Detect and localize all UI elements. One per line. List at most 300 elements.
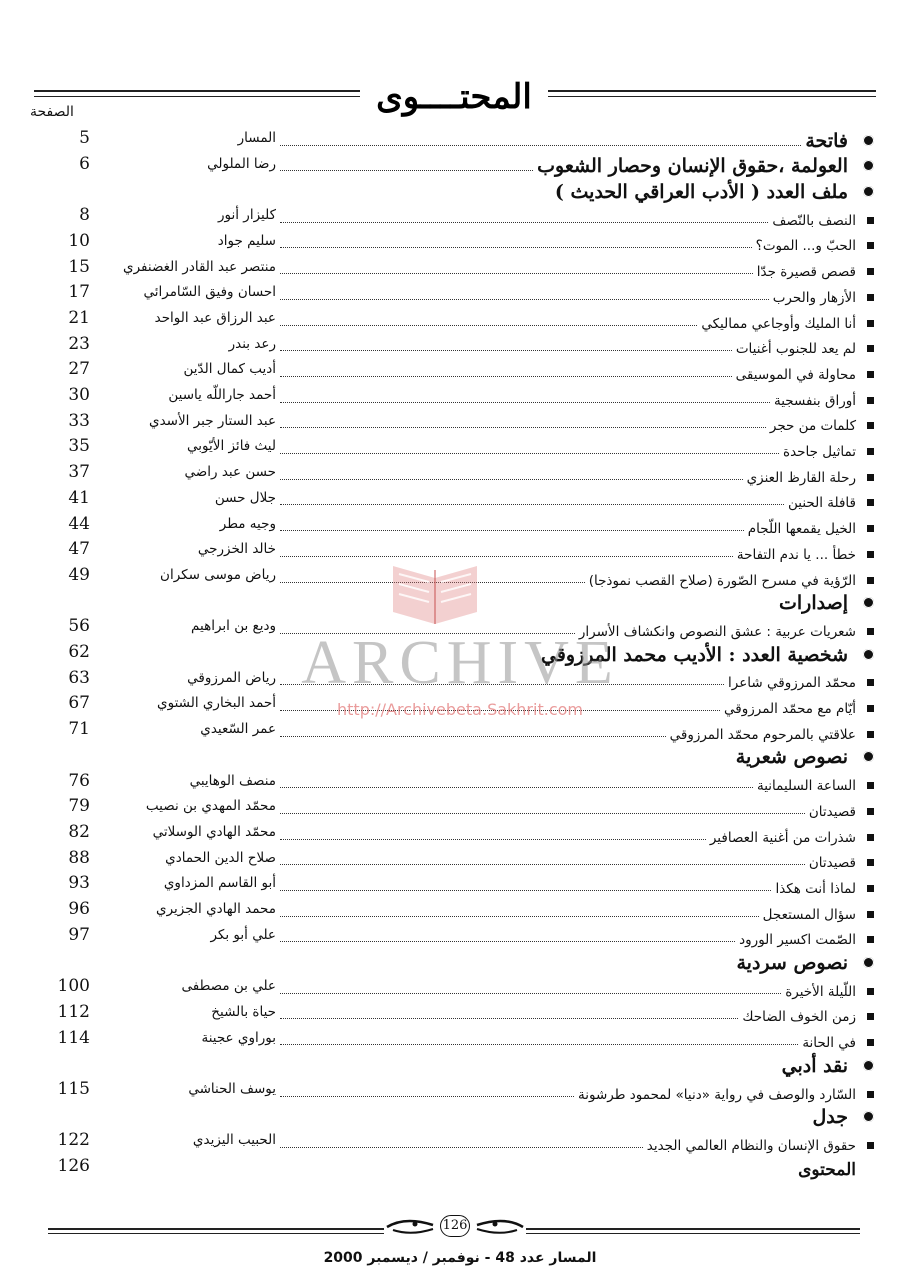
toc-entry bbox=[276, 460, 874, 486]
item-bullet-icon bbox=[860, 294, 874, 306]
section-title: ملف العدد ( الأدب العراقي الحديث ) bbox=[554, 181, 848, 204]
square-bullet-icon bbox=[867, 448, 874, 455]
toc-entry bbox=[276, 563, 874, 589]
square-bullet-icon bbox=[867, 217, 874, 224]
square-bullet-icon bbox=[867, 345, 874, 352]
dotted-leader bbox=[280, 916, 759, 917]
item-bullet-icon bbox=[860, 859, 874, 871]
section-bullet-icon bbox=[854, 1111, 874, 1128]
item-bullet-icon bbox=[860, 1091, 874, 1103]
author-name: عبد الرزاق عبد الواحد bbox=[154, 309, 276, 326]
dotted-leader bbox=[280, 402, 770, 403]
toc-entry bbox=[276, 383, 874, 409]
item-bullet-icon bbox=[860, 834, 874, 846]
section-title: العولمة ،حقوق الإنسان وحصار الشعوب bbox=[537, 155, 848, 178]
filled-circle-icon bbox=[863, 751, 874, 762]
dotted-leader bbox=[280, 710, 720, 711]
section-bullet-icon bbox=[854, 135, 874, 152]
watermark-url: http://Archivebeta.Sakhrit.com bbox=[337, 700, 583, 719]
toc-entry bbox=[276, 126, 874, 152]
article-title: النصف بالنّصف bbox=[772, 212, 856, 229]
author-name: صلاح الدين الحمادي bbox=[165, 849, 276, 866]
author-name: عمر السّعيدي bbox=[200, 721, 276, 738]
item-bullet-icon bbox=[860, 1013, 874, 1025]
square-bullet-icon bbox=[867, 474, 874, 481]
square-bullet-icon bbox=[867, 1091, 874, 1098]
dotted-leader bbox=[280, 993, 781, 994]
filled-circle-icon bbox=[863, 160, 874, 171]
square-bullet-icon bbox=[867, 808, 874, 815]
footer-rule-right bbox=[526, 1228, 860, 1230]
page-number: 35 bbox=[68, 436, 90, 457]
toc-row bbox=[0, 537, 908, 563]
article-title: خطأ ... يا ندم التفاحة bbox=[736, 546, 856, 563]
author-name: ليث فائز الأيّوبي bbox=[187, 438, 276, 455]
article-title: الخيل يقمعها اللّجام bbox=[747, 521, 856, 538]
toc-entry bbox=[276, 769, 874, 795]
toc-row bbox=[0, 357, 908, 383]
page-number: 88 bbox=[68, 847, 90, 868]
filled-circle-icon bbox=[863, 649, 874, 660]
article-title: الأزهار والحرب bbox=[772, 289, 856, 306]
author-name: وديع بن ابراهيم bbox=[191, 618, 276, 635]
page-number: 115 bbox=[57, 1078, 90, 1099]
dotted-leader bbox=[280, 736, 666, 737]
square-bullet-icon bbox=[867, 422, 874, 429]
article-title: قصص قصيرة جدّا bbox=[756, 264, 856, 281]
author-name: حياة بالشيخ bbox=[211, 1003, 276, 1020]
section-bullet-icon bbox=[854, 957, 874, 974]
page-number: 79 bbox=[68, 796, 90, 817]
dotted-leader bbox=[280, 813, 805, 814]
toc-entry bbox=[276, 512, 874, 538]
section-title: نصوص سردية bbox=[736, 952, 848, 975]
article-title: أيّام مع محمّد المرزوقي bbox=[724, 701, 856, 718]
item-bullet-icon bbox=[860, 551, 874, 563]
square-bullet-icon bbox=[867, 834, 874, 841]
dotted-leader bbox=[280, 1147, 643, 1148]
dotted-leader bbox=[280, 941, 735, 942]
toc-row bbox=[0, 1154, 908, 1180]
item-bullet-icon bbox=[860, 268, 874, 280]
toc-entry bbox=[276, 589, 874, 615]
article-title: علاقتي بالمرحوم محمّد المرزوقي bbox=[669, 726, 856, 743]
dotted-leader bbox=[280, 325, 697, 326]
toc-entry bbox=[276, 357, 874, 383]
item-bullet-icon bbox=[860, 499, 874, 511]
page-number: 8 bbox=[79, 205, 90, 226]
toc-entry bbox=[276, 1154, 874, 1180]
toc-row bbox=[0, 306, 908, 332]
dotted-leader bbox=[280, 273, 753, 274]
toc-entry bbox=[276, 1051, 874, 1077]
item-bullet-icon bbox=[860, 936, 874, 948]
author-name: سليم جواد bbox=[217, 232, 276, 249]
toc-entry bbox=[276, 255, 874, 281]
page-number: 10 bbox=[68, 230, 90, 251]
toc-row bbox=[0, 666, 908, 692]
toc-entry bbox=[276, 897, 874, 923]
page-number: 82 bbox=[68, 821, 90, 842]
author-name: عبد الستار جبر الأسدي bbox=[149, 412, 276, 429]
dotted-leader bbox=[280, 427, 766, 428]
author-name: رضا الملولي bbox=[207, 155, 276, 172]
toc-entry bbox=[276, 871, 874, 897]
toc-entry bbox=[276, 486, 874, 512]
author-name: رياض المرزوقي bbox=[187, 669, 276, 686]
square-bullet-icon bbox=[867, 1013, 874, 1020]
author-name: محمّد الهادي الوسلاتي bbox=[152, 823, 276, 840]
toc-entry bbox=[276, 948, 874, 974]
toc-section-row bbox=[0, 126, 908, 152]
article-title: في الحانة bbox=[802, 1035, 856, 1052]
square-bullet-icon bbox=[867, 551, 874, 558]
toc-entry bbox=[276, 203, 874, 229]
toc-entry bbox=[276, 280, 874, 306]
toc-entry bbox=[276, 820, 874, 846]
header-rule-left bbox=[34, 90, 360, 92]
item-bullet-icon bbox=[860, 782, 874, 794]
toc-row bbox=[0, 280, 908, 306]
toc-row bbox=[0, 203, 908, 229]
dotted-leader bbox=[280, 453, 779, 454]
toc-section-row bbox=[0, 948, 908, 974]
dotted-leader bbox=[280, 376, 732, 377]
contents-header bbox=[0, 70, 908, 124]
author-name: جلال حسن bbox=[214, 489, 276, 506]
item-bullet-icon bbox=[860, 242, 874, 254]
square-bullet-icon bbox=[867, 628, 874, 635]
section-bullet-icon bbox=[854, 751, 874, 768]
page-number: 49 bbox=[68, 564, 90, 585]
square-bullet-icon bbox=[867, 911, 874, 918]
dotted-leader bbox=[280, 1044, 798, 1045]
section-title: جدل bbox=[812, 1106, 848, 1129]
author-name: رعد بندر bbox=[228, 335, 276, 352]
filled-circle-icon bbox=[863, 1060, 874, 1071]
section-title: إصدارات bbox=[778, 592, 848, 615]
toc-row bbox=[0, 332, 908, 358]
page-number: 33 bbox=[68, 410, 90, 431]
toc-row bbox=[0, 717, 908, 743]
page-number: 93 bbox=[68, 873, 90, 894]
square-bullet-icon bbox=[867, 782, 874, 789]
toc-row bbox=[0, 383, 908, 409]
item-bullet-icon bbox=[860, 705, 874, 717]
article-title: أنا المليك وأوجاعي مماليكي bbox=[701, 315, 856, 332]
page-number: 15 bbox=[68, 256, 90, 277]
page-number: 112 bbox=[57, 1001, 90, 1022]
footer-rule-left bbox=[48, 1228, 384, 1230]
toc-row bbox=[0, 1077, 908, 1103]
dotted-leader bbox=[280, 1018, 738, 1019]
item-bullet-icon bbox=[860, 628, 874, 640]
page-number: 37 bbox=[68, 462, 90, 483]
toc-row bbox=[0, 460, 908, 486]
toc-row bbox=[0, 229, 908, 255]
square-bullet-icon bbox=[867, 988, 874, 995]
article-title: محاولة في الموسيقى bbox=[735, 366, 856, 383]
article-title: حقوق الإنسان والنظام العالمي الجديد bbox=[646, 1137, 856, 1154]
author-name: كليزار أنور bbox=[218, 207, 276, 224]
page-number: 96 bbox=[68, 899, 90, 919]
dotted-leader bbox=[280, 787, 753, 788]
section-bullet-icon bbox=[854, 160, 874, 177]
toc-row bbox=[0, 974, 908, 1000]
article-title: محمّد المرزوقي شاعرا bbox=[728, 675, 856, 692]
toc-entry bbox=[276, 691, 874, 717]
square-bullet-icon bbox=[867, 885, 874, 892]
page-number: 6 bbox=[79, 153, 90, 174]
toc-entry bbox=[276, 1077, 874, 1103]
article-title: المحتوى bbox=[798, 1159, 856, 1180]
article-title: كلمات من حجر bbox=[769, 418, 856, 435]
section-title: شخصية العدد : الأديب محمد المرزوقي bbox=[540, 643, 848, 666]
toc-row bbox=[0, 846, 908, 872]
dotted-leader bbox=[280, 890, 771, 891]
item-bullet-icon bbox=[860, 731, 874, 743]
article-title: قافلة الحنين bbox=[787, 495, 856, 512]
article-title: شعريات عربية : عشق النصوص وانكشاف الأسرار bbox=[578, 623, 856, 640]
page-number: 30 bbox=[68, 385, 90, 405]
page-number: 5 bbox=[79, 128, 90, 148]
author-name: الحبيب اليزيدي bbox=[192, 1132, 276, 1149]
dotted-leader bbox=[280, 633, 575, 634]
toc-row bbox=[0, 897, 908, 923]
item-bullet-icon bbox=[860, 422, 874, 434]
toc-entry bbox=[276, 743, 874, 769]
toc-row bbox=[0, 614, 908, 640]
toc-row bbox=[0, 1000, 908, 1026]
article-title: أوراق بنفسجية bbox=[773, 392, 856, 409]
dotted-leader bbox=[280, 530, 744, 531]
toc-row bbox=[0, 794, 908, 820]
section-title: نصوص شعرية bbox=[735, 746, 848, 769]
page-number: 27 bbox=[68, 359, 90, 380]
toc-entry bbox=[276, 1026, 874, 1052]
page-number: 21 bbox=[68, 307, 90, 328]
toc-section-row bbox=[0, 640, 908, 666]
toc-entry bbox=[276, 974, 874, 1000]
toc-entry bbox=[276, 409, 874, 435]
toc-entry bbox=[276, 666, 874, 692]
toc-row bbox=[0, 486, 908, 512]
page-number: 100 bbox=[57, 976, 90, 997]
page-number: 62 bbox=[68, 642, 90, 662]
square-bullet-icon bbox=[867, 731, 874, 738]
square-bullet-icon bbox=[867, 577, 874, 584]
page-number: 71 bbox=[68, 719, 90, 740]
toc-row bbox=[0, 512, 908, 538]
square-bullet-icon bbox=[867, 679, 874, 686]
item-bullet-icon bbox=[860, 525, 874, 537]
item-bullet-icon bbox=[860, 1142, 874, 1154]
dotted-leader bbox=[280, 170, 533, 171]
page-number: 67 bbox=[68, 693, 90, 714]
toc-entry bbox=[276, 306, 874, 332]
toc-section-row bbox=[0, 743, 908, 769]
page-number: 126 bbox=[57, 1156, 90, 1176]
toc-entry bbox=[276, 1000, 874, 1026]
dotted-leader bbox=[280, 864, 805, 865]
article-title: السّارد والوصف في رواية «دنيا» لمحمود طرشونة bbox=[578, 1086, 856, 1103]
item-bullet-icon bbox=[860, 371, 874, 383]
page-number: 76 bbox=[68, 770, 90, 791]
toc-entry bbox=[276, 846, 874, 872]
toc-entry bbox=[276, 1128, 874, 1154]
page-number: 47 bbox=[68, 539, 90, 560]
article-title: الرّؤية في مسرح الصّورة (صلاح القصب نموذجا) bbox=[588, 572, 856, 589]
square-bullet-icon bbox=[867, 1039, 874, 1046]
section-title: فاتحة bbox=[805, 129, 848, 152]
author-name: بوراوي عجينة bbox=[201, 1029, 276, 1046]
toc-entry bbox=[276, 332, 874, 358]
article-title: الصّمت اكسير الورود bbox=[739, 932, 856, 949]
article-title: رحلة القارظ العنزي bbox=[746, 469, 856, 486]
article-title: الساعة السليمانية bbox=[756, 778, 856, 795]
page-number: 56 bbox=[68, 616, 90, 637]
section-bullet-icon bbox=[854, 1060, 874, 1077]
footer-issue-info: المسار عدد 48 - نوفمبر / ديسمبر 2000 bbox=[323, 1250, 597, 1266]
author-name: وجيه مطر bbox=[219, 515, 276, 532]
toc-entry bbox=[276, 794, 874, 820]
toc-row bbox=[0, 1128, 908, 1154]
dotted-leader bbox=[280, 839, 706, 840]
author-name: علي أبو بكر bbox=[210, 926, 276, 943]
dotted-leader bbox=[280, 684, 724, 685]
item-bullet-icon bbox=[860, 885, 874, 897]
toc-row bbox=[0, 409, 908, 435]
item-bullet-icon bbox=[860, 988, 874, 1000]
item-bullet-icon bbox=[860, 474, 874, 486]
toc-row bbox=[0, 434, 908, 460]
toc-row bbox=[0, 1026, 908, 1052]
square-bullet-icon bbox=[867, 936, 874, 943]
section-bullet-icon bbox=[854, 597, 874, 614]
dotted-leader bbox=[280, 504, 784, 505]
toc-entry bbox=[276, 229, 874, 255]
toc-row bbox=[0, 691, 908, 717]
toc-row bbox=[0, 769, 908, 795]
section-bullet-icon bbox=[854, 649, 874, 666]
dotted-leader bbox=[280, 1096, 574, 1097]
author-name: يوسف الحناشي bbox=[188, 1080, 276, 1097]
toc-entry bbox=[276, 434, 874, 460]
header-rule-left-thin bbox=[34, 96, 360, 97]
toc-entry bbox=[276, 537, 874, 563]
section-bullet-icon bbox=[854, 186, 874, 203]
dotted-leader bbox=[280, 582, 585, 583]
dotted-leader bbox=[280, 556, 733, 557]
square-bullet-icon bbox=[867, 320, 874, 327]
item-bullet-icon bbox=[860, 577, 874, 589]
author-name: احسان وفيق السّامرائي bbox=[143, 284, 276, 301]
toc-row bbox=[0, 820, 908, 846]
article-title: لماذا أنت هكذا bbox=[775, 880, 856, 897]
page-number: 23 bbox=[68, 333, 90, 354]
toc-section-row bbox=[0, 1103, 908, 1129]
author-name: علي بن مصطفى bbox=[181, 978, 276, 995]
author-name: المسار bbox=[237, 130, 276, 146]
author-name: أبو القاسم المزداوي bbox=[163, 875, 276, 892]
item-bullet-icon bbox=[860, 1039, 874, 1051]
square-bullet-icon bbox=[867, 268, 874, 275]
article-title: قصيدتان bbox=[808, 855, 856, 872]
article-title: الحبّ و... الموت؟ bbox=[755, 238, 856, 255]
filled-circle-icon bbox=[863, 135, 874, 146]
filled-circle-icon bbox=[863, 186, 874, 197]
section-title: نقد أدبي bbox=[781, 1054, 848, 1077]
author-name: منصف الوهايبي bbox=[189, 772, 276, 789]
page-number-badge: 126 bbox=[440, 1215, 470, 1237]
dotted-leader bbox=[280, 299, 769, 300]
header-rule-right bbox=[548, 90, 876, 92]
item-bullet-icon bbox=[860, 808, 874, 820]
toc-row bbox=[0, 255, 908, 281]
dotted-leader bbox=[280, 350, 732, 351]
toc-row bbox=[0, 871, 908, 897]
square-bullet-icon bbox=[867, 371, 874, 378]
watermark-text: ARCHIVE bbox=[301, 629, 619, 697]
toc-entry bbox=[276, 923, 874, 949]
dotted-leader bbox=[280, 247, 752, 248]
author-name: رياض موسى سكران bbox=[160, 566, 276, 583]
toc-entry bbox=[276, 1103, 874, 1129]
dotted-leader bbox=[280, 145, 801, 146]
square-bullet-icon bbox=[867, 1142, 874, 1149]
toc-section-row bbox=[0, 1051, 908, 1077]
article-title: قصيدتان bbox=[808, 803, 856, 820]
item-bullet-icon bbox=[860, 345, 874, 357]
item-bullet-icon bbox=[860, 217, 874, 229]
square-bullet-icon bbox=[867, 525, 874, 532]
page-number: 41 bbox=[68, 487, 90, 508]
article-title: اللّيلة الأخيرة bbox=[785, 983, 856, 1000]
author-name: أديب كمال الدّين bbox=[183, 361, 276, 378]
page-number: 44 bbox=[68, 513, 90, 534]
page-column-label: الصفحة bbox=[30, 104, 74, 120]
article-title: زمن الخوف الضاحك bbox=[742, 1009, 856, 1026]
article-title: سؤال المستعجل bbox=[762, 906, 856, 923]
article-title: تماثيل جاحدة bbox=[783, 444, 856, 461]
item-bullet-icon bbox=[860, 911, 874, 923]
header-rule-right-thin bbox=[548, 96, 876, 97]
author-name: حسن عبد راضي bbox=[184, 464, 276, 481]
item-bullet-icon bbox=[860, 320, 874, 332]
dotted-leader bbox=[280, 479, 743, 480]
square-bullet-icon bbox=[867, 397, 874, 404]
toc-section-row bbox=[0, 177, 908, 203]
article-title: لم يعد للجنوب أغنيات bbox=[735, 341, 856, 358]
page-number: 97 bbox=[68, 924, 90, 945]
item-bullet-icon bbox=[860, 397, 874, 409]
toc-entry bbox=[276, 177, 874, 203]
toc-entry bbox=[276, 614, 874, 640]
square-bullet-icon bbox=[867, 705, 874, 712]
dotted-leader bbox=[280, 222, 768, 223]
page-number: 122 bbox=[57, 1130, 90, 1151]
toc-entry bbox=[276, 152, 874, 178]
page-number: 114 bbox=[57, 1027, 90, 1048]
author-name: محمّد المهدي بن نصيب bbox=[145, 798, 276, 815]
author-name: أحمد البخاري الشتوي bbox=[157, 695, 276, 712]
item-bullet-icon bbox=[860, 679, 874, 691]
page-title: المحتــــوى bbox=[376, 77, 532, 117]
author-name: محمد الهادي الجزيري bbox=[156, 901, 276, 917]
footer-rule-right-thin bbox=[526, 1233, 860, 1234]
filled-circle-icon bbox=[863, 597, 874, 608]
square-bullet-icon bbox=[867, 242, 874, 249]
